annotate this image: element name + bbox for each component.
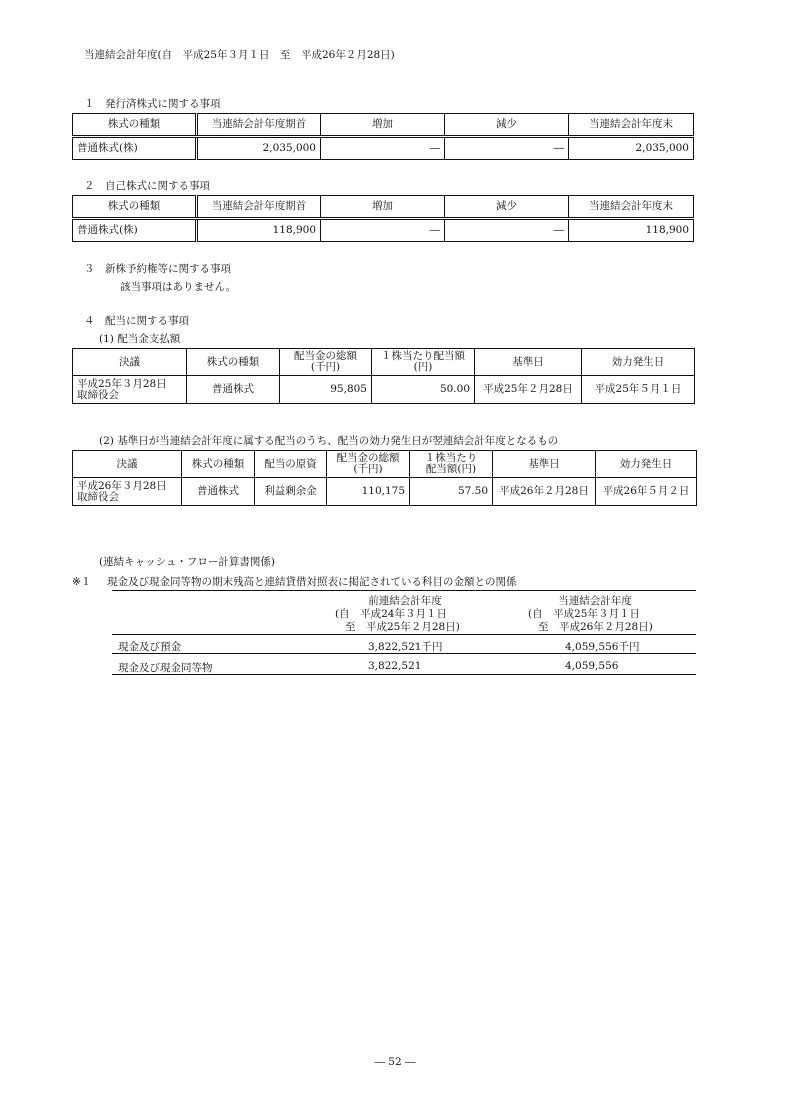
table-cell: 平成26年５月２日 — [596, 478, 697, 506]
col-header: １株当たり 配当額(円) — [410, 451, 493, 478]
section-4-title: ４ 配当に関する事項 — [84, 315, 189, 327]
table-row — [112, 637, 696, 654]
col-header: 当連結会計年度末 — [569, 196, 694, 219]
col-header: 減少 — [445, 114, 569, 137]
row-label: 現金及び現金同等物 — [118, 662, 213, 674]
table-cell: 平成25年３月28日 取締役会 — [73, 376, 187, 404]
table-cell: 平成26年３月28日 取締役会 — [73, 478, 182, 506]
table-cell: 50.00 — [372, 376, 475, 404]
divider — [112, 634, 696, 635]
cashflow-subtitle: 現金及び現金同等物の期末残高と連結貸借対照表に掲記されている科目の金額との関係 — [107, 576, 517, 588]
curr-period-to: 至 平成26年２月28日) — [538, 621, 653, 633]
table-cell: 2,035,000 — [569, 137, 694, 160]
table-header-row — [73, 196, 694, 219]
table-cell: 57.50 — [410, 478, 493, 506]
table-cell: 利益剰余金 — [255, 478, 327, 506]
col-header: 配当金の総額 (千円) — [280, 349, 372, 376]
col-header: 基準日 — [493, 451, 596, 478]
table-cell: 普通株式 — [182, 478, 255, 506]
col-header: 当連結会計年度末 — [569, 114, 694, 137]
section-1-title: １ 発行済株式に関する事項 — [84, 98, 221, 110]
col-header: 基準日 — [475, 349, 582, 376]
table-cell: 平成26年２月28日 — [493, 478, 596, 506]
page-number: ― 52 ― — [374, 1056, 416, 1068]
dividends-next-table — [72, 450, 697, 506]
table-cell: 平成25年５月１日 — [582, 376, 695, 404]
row-label: 現金及び預金 — [118, 641, 181, 653]
col-header: 増加 — [321, 114, 445, 137]
table-row — [73, 376, 695, 404]
curr-value: 4,059,556千円 — [565, 641, 640, 653]
table-cell: ― — [445, 219, 569, 242]
table-cell: 110,175 — [327, 478, 410, 506]
table-cell: 2,035,000 — [197, 137, 321, 160]
table-cell: 普通株式 — [187, 376, 280, 404]
table-cell: ― — [321, 219, 445, 242]
col-header: 効力発生日 — [596, 451, 697, 478]
col-header: 当連結会計年度期首 — [197, 114, 321, 137]
col-header: 当連結会計年度期首 — [197, 196, 321, 219]
col-header: 株式の種類 — [187, 349, 280, 376]
table-row — [73, 137, 694, 160]
table-cell: 118,900 — [569, 219, 694, 242]
table-row — [73, 478, 697, 506]
table-cell: 普通株式(株) — [73, 219, 197, 242]
col-header: 配当の原資 — [255, 451, 327, 478]
dividends-next-title: (2) 基準日が当連結会計年度に属する配当のうち、配当の効力発生日が翌連結会計年度となるもの — [99, 435, 559, 447]
dividends-paid-title: (1) 配当金支払額 — [99, 333, 181, 345]
col-header: 決議 — [73, 451, 182, 478]
col-header: 決議 — [73, 349, 187, 376]
period-header: 当連結会計年度(自 平成25年３月１日 至 平成26年２月28日) — [84, 49, 395, 61]
table-cell: 118,900 — [197, 219, 321, 242]
dividends-paid-table — [72, 348, 695, 404]
col-header: 株式の種類 — [73, 114, 197, 137]
col-header: 減少 — [445, 196, 569, 219]
note-mark: ※１ — [72, 576, 92, 588]
curr-period-from: (自 平成25年３月１日 — [528, 608, 640, 620]
treasury-shares-table — [72, 195, 694, 242]
col-header: 効力発生日 — [582, 349, 695, 376]
issued-shares-table — [72, 113, 694, 160]
table-row — [112, 658, 696, 675]
prev-period-to: 至 平成25年２月28日) — [345, 621, 460, 633]
prev-period-from: (自 平成24年３月１日 — [335, 608, 447, 620]
curr-value: 4,059,556 — [565, 660, 619, 672]
cashflow-title: (連結キャッシュ・フロー計算書関係) — [99, 556, 275, 568]
table-cell: 95,805 — [280, 376, 372, 404]
prev-value: 3,822,521千円 — [368, 641, 443, 653]
divider — [112, 590, 696, 591]
table-cell: ― — [321, 137, 445, 160]
table-header-row — [73, 451, 697, 478]
col-header: 配当金の総額 (千円) — [327, 451, 410, 478]
curr-period-heading: 当連結会計年度 — [558, 595, 632, 607]
section-3-note: 該当事項はありません。 — [120, 281, 237, 293]
col-header: 株式の種類 — [182, 451, 255, 478]
table-cell: 普通株式(株) — [73, 137, 197, 160]
table-row — [73, 219, 694, 242]
section-2-title: ２ 自己株式に関する事項 — [84, 180, 210, 192]
prev-period-heading: 前連結会計年度 — [368, 595, 442, 607]
section-3-title: ３ 新株予約権等に関する事項 — [84, 263, 231, 275]
prev-value: 3,822,521 — [368, 660, 422, 672]
col-header: 株式の種類 — [73, 196, 197, 219]
table-cell: ― — [445, 137, 569, 160]
table-header-row — [73, 114, 694, 137]
col-header: １株当たり配当額 (円) — [372, 349, 475, 376]
table-header-row — [73, 349, 695, 376]
table-cell: 平成25年２月28日 — [475, 376, 582, 404]
col-header: 増加 — [321, 196, 445, 219]
